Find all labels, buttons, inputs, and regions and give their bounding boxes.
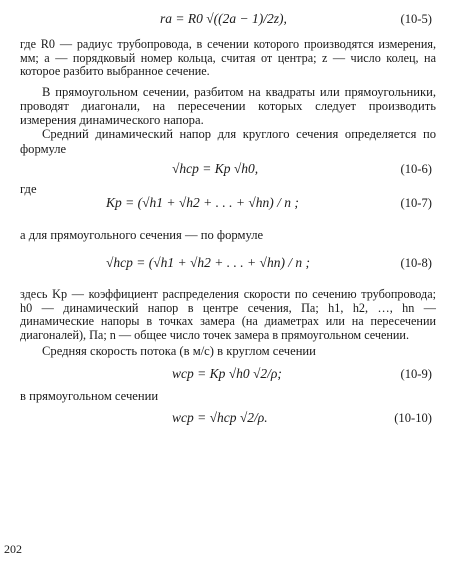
formula-row-10-6 — [20, 156, 436, 182]
paragraph-mean-velocity-circular: Средняя скорость потока (в м/с) в круглом сечении — [42, 344, 316, 359]
paragraph-radius-definition: где R0 — радиус трубопровода, в сечении которого производятся измерения, мм; a — порядковый номер кольца, считая от центра; z — число колец, на которое разбито выбранное сечение. — [20, 37, 436, 79]
formula-10-6: √hср = Kр √h0, — [172, 160, 259, 176]
formula-number-10-9: (10-9) — [400, 366, 432, 381]
paragraph-coefficients-definition: здесь Kр — коэффициент распределения скорости по сечению трубопровода; h0 — динамический напор в центре сечения, Па; h1, h2, …, hn — динамические напоры в точках замера (на диаметрах или на пересечении диагоналей), Па; n — общее число точек замера в прямоугольном сечении. — [20, 287, 436, 342]
formula-number-10-5: (10-5) — [400, 11, 432, 26]
formula-row-10-5 — [20, 6, 436, 32]
formula-number-10-7: (10-7) — [400, 195, 432, 210]
page-number: 202 — [4, 541, 22, 556]
formula-10-8: √hср = (√h1 + √h2 + . . . + √hn) / n ; — [106, 254, 311, 270]
formula-row-10-8 — [20, 242, 436, 284]
formula-number-10-8: (10-8) — [400, 255, 432, 270]
formula-number-10-6: (10-6) — [400, 161, 432, 176]
paragraph-rectangular-formula-intro: а для прямоугольного сечения — по формуле — [20, 227, 264, 242]
formula-10-10: wср = √hср √2/ρ. — [172, 409, 268, 425]
formula-10-7: Kр = (√h1 + √h2 + . . . + √hn) / n ; — [106, 194, 299, 210]
label-gde: где — [20, 181, 37, 196]
formula-10-5: ra = R0 √((2a − 1)/2z), — [160, 10, 287, 26]
paragraph-mean-head-circular: Средний динамический напор для круглого сечения определяется по формуле — [20, 127, 436, 156]
formula-10-9: wср = Kр √h0 √2/ρ; — [172, 365, 282, 381]
formula-row-10-9 — [20, 359, 436, 389]
formula-row-10-10 — [20, 403, 436, 433]
paragraph-rectangular-velocity: в прямоугольном сечении — [20, 388, 159, 403]
paragraph-rectangular-section: В прямоугольном сечении, разбитом на квадраты или прямоугольники, проводят диагонали, на пересечении которых следует производить измерения динамического напора. — [20, 84, 436, 128]
formula-row-10-7 — [20, 182, 436, 224]
formula-number-10-10: (10-10) — [394, 410, 432, 425]
